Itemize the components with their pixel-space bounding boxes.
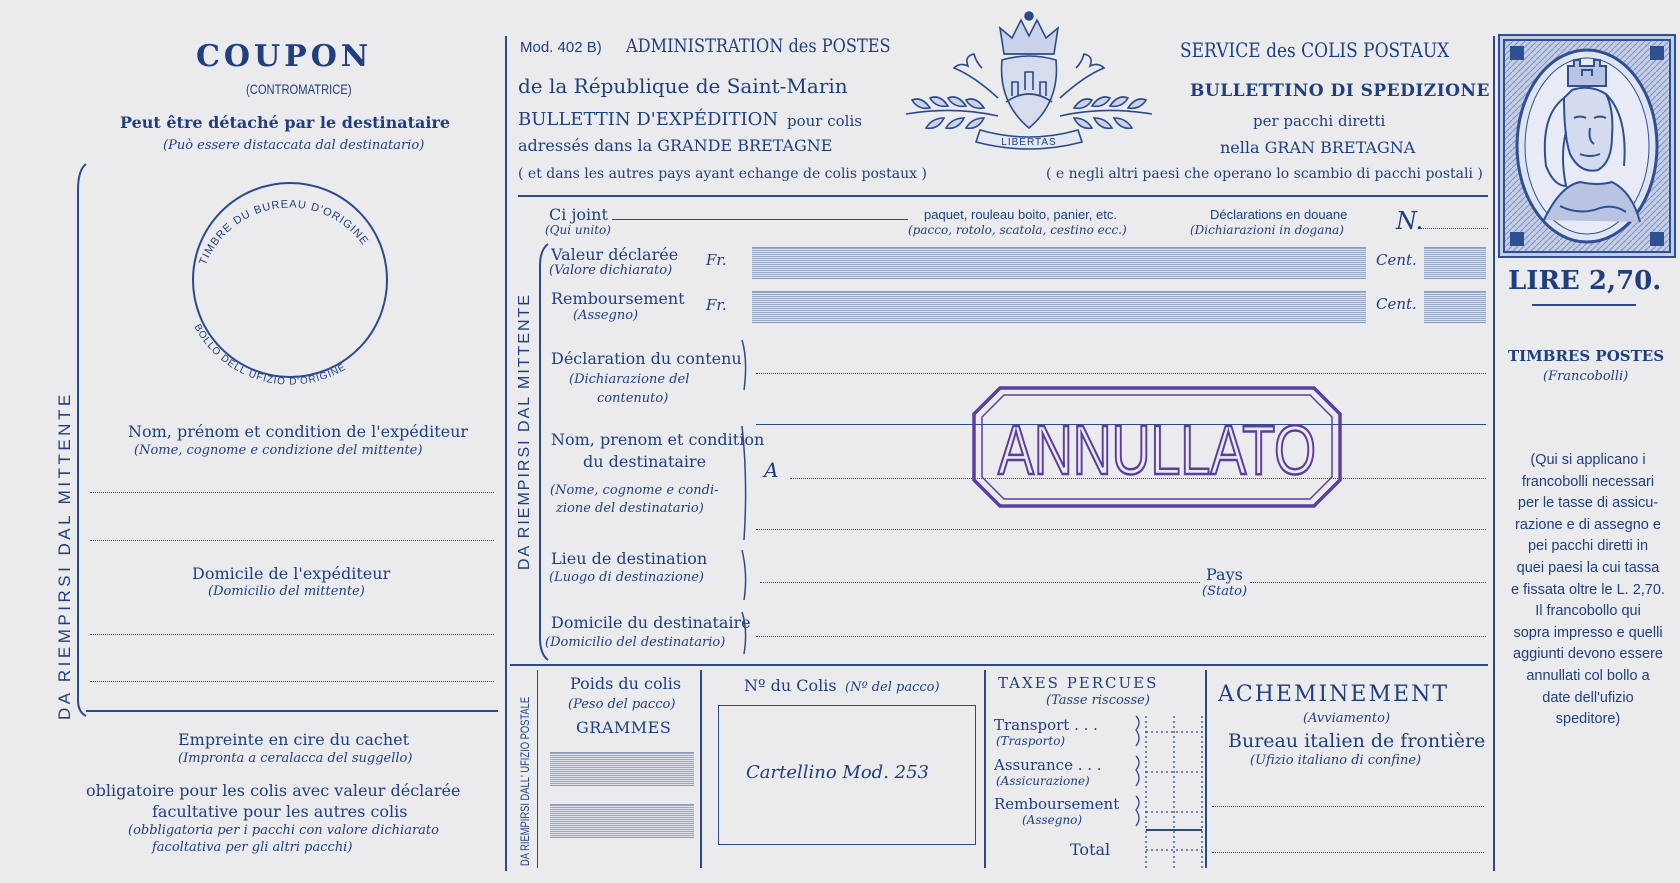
domicilio-destinatario-label: (Domicilio del destinatario) [545, 635, 726, 650]
coupon-mandatory-it-1: (obbligatoria per i pacchi con valore dichiarato [128, 823, 439, 838]
taxes-percues-label: TAXES PERCUES [998, 674, 1159, 692]
coupon-domicile-fr: Domicile de l'expéditeur [192, 564, 391, 583]
pour-colis: pour colis [787, 112, 862, 130]
stamp-instructions [1500, 450, 1676, 731]
lieu-destination-label: Lieu de destination [551, 549, 708, 568]
bottom-column-rule-3 [1205, 670, 1207, 868]
bottom-column-rule-2 [984, 670, 986, 868]
valore-dichiarato-label: (Valore dichiarato) [549, 263, 673, 278]
bottom-column-rule-1 [700, 670, 702, 868]
svg-text:BOLLO DELL UFIZIO D'ORIGINE [191, 322, 348, 387]
bureau-frontiere-label: Bureau italien de frontière [1228, 730, 1486, 752]
admin-line-1: ADMINISTRATION des POSTES [626, 35, 891, 57]
bulletino-title-it: BULLETTINO DI SPEDIZIONE [1190, 81, 1490, 101]
acheminement-field-1[interactable] [1212, 806, 1484, 807]
coupon-sender-fr: Nom, prénom et condition de l'expéditeur [128, 422, 469, 441]
no-colis-label: Nº du Colis [744, 676, 837, 695]
admin-line-2: de la République de Saint-Marin [518, 74, 848, 98]
e-negli-line: ( e negli altri paesi che operano lo scambio di pacchi postali ) [1046, 166, 1483, 182]
coupon-title: COUPON [196, 39, 373, 74]
assurance-label: Assurance . . . [994, 756, 1102, 774]
trasporto-label: (Trasporto) [996, 734, 1066, 748]
remb-cent-unit: Cent. [1376, 295, 1417, 313]
stamp-note-line: Il francobollo qui [1535, 603, 1641, 620]
coupon-wax-fr: Empreinte en cire du cachet [178, 730, 410, 749]
peso-pacco-label: (Peso del pacco) [568, 697, 676, 712]
destinataire-line-2[interactable] [756, 529, 1486, 530]
cartellino-label: Cartellino Mod. 253 [746, 762, 930, 783]
stamp-note-line: francobolli necessari [1521, 473, 1655, 490]
postal-office-vertical-label: DA RIEMPIRSI DALL' UFIZIO POSTALE [518, 696, 532, 866]
form-label-braces [740, 340, 754, 660]
valeur-francs-field[interactable] [752, 247, 1366, 279]
poids-field-2[interactable] [550, 804, 694, 838]
stamp-note-line: razione e di assegno e [1515, 516, 1661, 533]
avviamento-label: (Avviamento) [1303, 711, 1391, 726]
et-dans-line: ( et dans les autres pays ayant echange de colis postaux ) [518, 166, 927, 182]
taxes-amount-grid [1132, 712, 1210, 868]
timbres-postes-label: TIMBRES POSTES [1508, 347, 1665, 365]
nome-destinatario-label-2: zione del destinatario) [556, 501, 704, 516]
nome-destinatario-label-1: (Nome, cognome e condi- [550, 483, 719, 498]
acheminement-label: ACHEMINEMENT [1218, 682, 1450, 707]
imprinted-stamp [1498, 34, 1676, 258]
domicile-line-2[interactable] [90, 681, 494, 682]
stamp-note-line: pei pacchi diretti in [1527, 538, 1649, 555]
remb-tax-it-label: (Assegno) [1022, 813, 1083, 827]
stamp-value: LIRE 2,70. [1508, 266, 1662, 296]
remb-tax-label: Remboursement [994, 795, 1120, 813]
qui-unito-label: (Qui unito) [545, 223, 611, 237]
stamp-note-line: aggiunti devono essere [1513, 646, 1663, 663]
coupon-mandatory-fr-2: facultative pour les autres colis [152, 802, 408, 821]
seal-bottom-text: BOLLO DELL UFIZIO D'ORIGINE [191, 322, 349, 388]
ufizio-confine-label: (Ufizio italiano di confine) [1250, 753, 1422, 768]
stamp-note-line: speditore) [1555, 711, 1621, 728]
nella-line: nella GRAN BRETAGNA [1220, 138, 1416, 157]
remb-fr-unit: Fr. [706, 296, 727, 314]
sender-line-2[interactable] [90, 540, 494, 541]
remboursement-label: Remboursement [551, 289, 685, 308]
per-pacchi: per pacchi diretti [1253, 112, 1386, 130]
stamp-note-line: sopra impresso e quelli [1513, 624, 1663, 641]
grammes-label: GRAMMES [576, 718, 672, 737]
coupon-separator [505, 36, 507, 871]
valeur-cent-field[interactable] [1424, 247, 1486, 279]
stamp-note-line: annullati col bollo a [1526, 667, 1650, 684]
annullato-text: ANNULLATO [998, 411, 1316, 489]
domicile-destinataire-label: Domicile du destinataire [551, 613, 751, 632]
stamp-column-rule [1493, 36, 1495, 871]
coupon-domicile-it: (Domicilio del mittente) [208, 584, 365, 599]
annullato-stamp [970, 384, 1344, 510]
nom-destinataire-label-2: du destinataire [583, 452, 707, 471]
poids-colis-label: Poids du colis [570, 674, 682, 693]
declaration-contenu-label: Déclaration du contenu [551, 349, 742, 368]
tasse-riscosse-label: (Tasse riscosse) [1046, 693, 1150, 708]
n-field[interactable] [1420, 228, 1488, 229]
valeur-declaree-label: Valeur déclarée [551, 245, 679, 264]
stato-label: (Stato) [1202, 584, 1248, 599]
ci-joint-line[interactable] [612, 219, 908, 220]
coupon-mandatory-it-2: facoltativa per gli altri pacchi) [152, 840, 353, 855]
valeur-cent-unit: Cent. [1376, 251, 1417, 269]
domicile-line-1[interactable] [90, 634, 494, 635]
seal-top-text: TIMBRE DU BUREAU D'ORIGINE [197, 198, 371, 267]
service-title: SERVICE des COLIS POSTAUX [1180, 38, 1450, 62]
pacco-label: (pacco, rotolo, scatola, cestino ecc.) [908, 223, 1127, 237]
paquet-label: paquet, rouleau boito, panier, etc. [924, 207, 1117, 222]
coupon-divider [86, 710, 498, 712]
bottom-column-rule-0 [537, 670, 538, 868]
stamp-note-line: date dell'ufizio [1542, 689, 1634, 706]
remb-francs-field[interactable] [752, 291, 1366, 323]
coupon-subtitle: (CONTROMATRICE) [246, 81, 352, 97]
header-separator [518, 195, 1488, 197]
nom-destinataire-label-1: Nom, prenom et condition [551, 430, 765, 449]
valeur-fr-unit: Fr. [706, 251, 727, 269]
total-label: Total [1070, 840, 1111, 859]
bulletin-title-fr: BULLETTIN D'EXPÉDITION [518, 109, 779, 130]
pays-field[interactable] [1250, 582, 1486, 583]
stamp-note-line: per le tasse di assicu- [1517, 495, 1659, 512]
no-pacco-label: (Nº del pacco) [845, 680, 940, 695]
coat-of-arms-emblem [884, 6, 1174, 166]
sender-line-1[interactable] [90, 492, 494, 493]
poids-field-1[interactable] [550, 752, 694, 786]
francobolli-label: (Francobolli) [1543, 369, 1629, 384]
dichiarazione-label-1: (Dichiarazione del [569, 372, 690, 387]
coupon-detach-fr: Peut être détaché par le destinataire [120, 113, 451, 132]
form-vertical-label: DA RIEMPIRSI DAL MITTENTE [516, 293, 533, 570]
transport-label: Transport . . . [994, 716, 1098, 734]
form-bottom-separator [510, 664, 1488, 666]
dichiarazione-label-2: contenuto) [597, 391, 669, 406]
dichiarazioni-dogana-label: (Dichiarazioni in dogana) [1190, 223, 1344, 237]
libertas-motto: LIBERTAS [1001, 137, 1057, 148]
remb-cent-field[interactable] [1424, 291, 1486, 323]
stamp-note-line: e fissata oltre le L. 2,70. [1511, 581, 1665, 598]
domicile-field[interactable] [756, 636, 1486, 637]
stamp-note-line: (Qui si applicano i [1530, 452, 1646, 468]
coupon-vertical-label: DA RIEMPIRSI DAL MITTENTE [55, 391, 74, 720]
coupon-bracket [70, 160, 100, 720]
contenu-line-1[interactable] [756, 373, 1486, 374]
adresses-line: adressés dans la GRANDE BRETAGNE [518, 136, 833, 155]
coupon-mandatory-fr-1: obligatoire pour les colis avec valeur déclarée [86, 781, 461, 800]
ci-joint-label: Ci joint [549, 205, 608, 224]
coupon-sender-it: (Nome, cognome e condizione del mittente) [134, 443, 423, 458]
origin-seal-circle [180, 162, 400, 392]
form-sender-bracket [534, 242, 554, 662]
pays-label: Pays [1206, 565, 1243, 584]
coupon-wax-it: (Impronta a ceralacca del suggello) [178, 751, 413, 766]
luogo-destinazione-label: (Luogo di destinazione) [549, 570, 704, 585]
acheminement-field-2[interactable] [1212, 852, 1484, 853]
stamp-value-rule [1532, 304, 1636, 306]
declarations-douane-label: Déclarations en douane [1210, 207, 1348, 222]
a-label: A [764, 458, 779, 482]
coupon-detach-it: (Può essere distaccata dal destinatario) [163, 138, 425, 153]
n-label: N. [1396, 207, 1424, 235]
assegno-label: (Assegno) [573, 308, 639, 323]
assicurazione-label: (Assicurazione) [996, 774, 1090, 788]
stamp-note-line: quei paesi la cui tassa [1516, 559, 1660, 576]
lieu-field[interactable] [760, 582, 1200, 583]
mod-number: Mod. 402 B) [520, 39, 602, 56]
stamp-portrait-icon [1500, 36, 1674, 256]
